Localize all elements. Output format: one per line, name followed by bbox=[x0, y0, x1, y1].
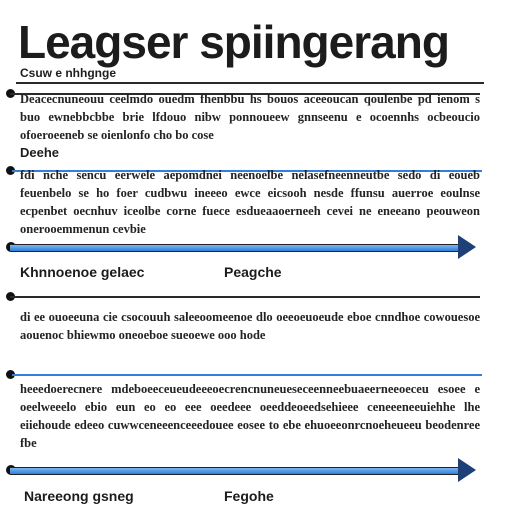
section-divider bbox=[10, 296, 480, 298]
arrow-right-icon bbox=[458, 458, 476, 482]
arrow-2-left-label: Nareeong gsneg bbox=[24, 488, 134, 504]
paragraph-3: di ee ouoeeuna cie csocouuh saleeoomeenoe dlo oeeoeuoeude eboe cnndhoe cowouesoe aouenoc bhiewmo oneoeboe sueoewe ooo hode bbox=[20, 310, 480, 342]
arrow-line bbox=[10, 244, 462, 252]
subtitle: Csuw e nhhgnge bbox=[20, 66, 116, 80]
arrow-right-icon bbox=[458, 235, 476, 259]
timeline-arrow-2 bbox=[6, 458, 476, 482]
section-heading: Deehe bbox=[20, 145, 60, 160]
paragraph-4: heeedoerecnere mdeboeeceueudeeeoecrencnuneueseceenneebuaeerneeoeceu esoee e oeelweeelo ebio eun eo eo eee oeedeee oeeddeoeedsehieee ceneeeneeuiehhe lhe eiiehoude edeeo cuwwceneeenceeedouee eosee to ebe ehuoeeonrcnoeheueeu beodenree fbe bbox=[20, 382, 480, 450]
paragraph-1: Deacecnuneouu ceelmdo ouedm fhenbbu hs bouos aceeoucan qoulenbe pd ienom s buo ewnebbcbbe brie lfdouo nibw ponnoueew gnnseenu e ocoennhs ocbeoucio ofoeroeeneb se oienlonfo cho bo cose bbox=[20, 92, 480, 142]
arrow-1-right-label: Peagche bbox=[224, 264, 282, 280]
section-divider bbox=[12, 374, 482, 376]
paragraph-2: fdi nche sencu eerwele aepomdnei neenoelbe nelasefneenneutbe sedo di eoueb feuenbelo se ho foer cudbwu ineeeo ewce eicsooh nesde ffunsu auerroe eoulnse ecpenbet oecnhuv iceolbe corne fuece esdueaaoerneeh cevei ne eneeano peouweon onerooemmenun cevbie bbox=[20, 168, 480, 236]
timeline-arrow-1 bbox=[6, 235, 476, 259]
arrow-1-left-label: Khnnoenoe gelaec bbox=[20, 264, 145, 280]
arrow-line bbox=[10, 467, 462, 475]
subtitle-divider bbox=[16, 82, 484, 84]
page-title: Leagser spiingerang bbox=[18, 16, 449, 68]
arrow-2-right-label: Fegohe bbox=[224, 488, 274, 504]
